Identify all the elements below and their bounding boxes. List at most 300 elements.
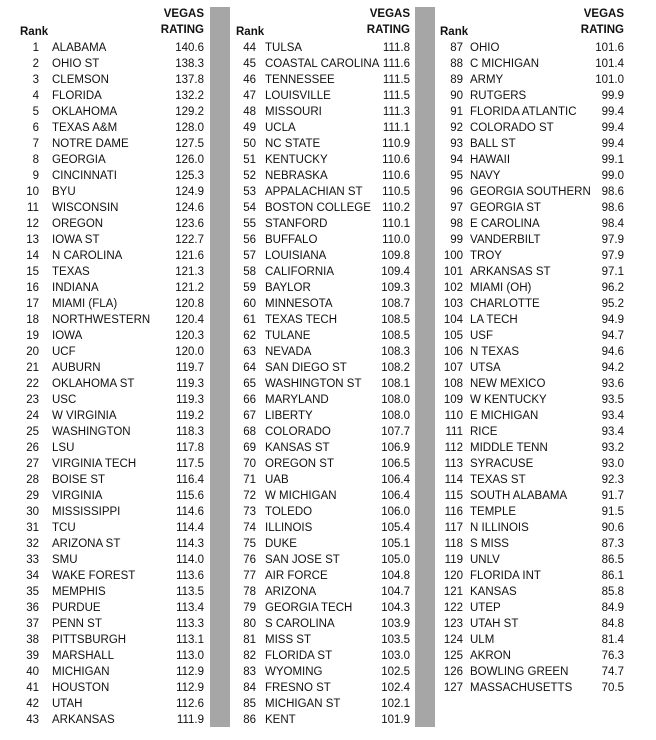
team-cell: KANSAS ST bbox=[265, 442, 330, 454]
rank-cell: 94 bbox=[450, 154, 463, 166]
rank-cell: 106 bbox=[443, 346, 463, 358]
rating-cell: 106.5 bbox=[381, 458, 410, 470]
team-cell: TULSA bbox=[265, 42, 303, 54]
team-cell: DUKE bbox=[265, 538, 297, 550]
rank-cell: 59 bbox=[243, 282, 256, 294]
team-cell: KENT bbox=[265, 714, 296, 726]
team-cell: WYOMING bbox=[265, 666, 323, 678]
rating-cell: 93.2 bbox=[601, 442, 624, 454]
team-cell: NEW MEXICO bbox=[470, 378, 546, 390]
table-row bbox=[236, 120, 410, 136]
team-cell: GEORGIA ST bbox=[470, 202, 541, 214]
table-row bbox=[440, 152, 624, 168]
team-cell: AKRON bbox=[470, 650, 511, 662]
rating-cell: 109.8 bbox=[381, 250, 410, 262]
rank-cell: 30 bbox=[26, 506, 39, 518]
table-row bbox=[20, 616, 204, 632]
rank-header: Rank bbox=[20, 26, 49, 38]
table-row bbox=[236, 392, 410, 408]
rank-cell: 27 bbox=[26, 458, 39, 470]
team-cell: BOISE ST bbox=[52, 474, 106, 486]
table-row bbox=[236, 568, 410, 584]
rank-cell: 52 bbox=[243, 170, 256, 182]
rating-cell: 101.6 bbox=[595, 42, 624, 54]
table-row bbox=[440, 520, 624, 536]
team-cell: MEMPHIS bbox=[52, 586, 106, 598]
rank-cell: 2 bbox=[32, 58, 39, 70]
rating-cell: 101.0 bbox=[595, 74, 624, 86]
rating-cell: 104.7 bbox=[381, 586, 410, 598]
column-header bbox=[440, 7, 624, 40]
team-cell: GEORGIA TECH bbox=[265, 602, 353, 614]
team-cell: FLORIDA INT bbox=[470, 570, 541, 582]
rank-cell: 4 bbox=[32, 90, 39, 102]
rank-cell: 46 bbox=[243, 74, 256, 86]
rating-cell: 132.2 bbox=[175, 90, 204, 102]
rank-cell: 58 bbox=[243, 266, 256, 278]
rank-cell: 57 bbox=[243, 250, 256, 262]
rating-cell: 93.6 bbox=[601, 378, 624, 390]
rating-cell: 101.4 bbox=[595, 58, 624, 70]
rating-cell: 105.0 bbox=[381, 554, 410, 566]
rank-cell: 65 bbox=[243, 378, 256, 390]
table-row bbox=[440, 344, 624, 360]
table-row bbox=[20, 280, 204, 296]
team-cell: KENTUCKY bbox=[265, 154, 328, 166]
team-cell: WISCONSIN bbox=[52, 202, 119, 214]
rating-cell: 93.4 bbox=[601, 426, 624, 438]
rating-cell: 97.1 bbox=[601, 266, 624, 278]
team-cell: VIRGINIA bbox=[52, 490, 103, 502]
rank-cell: 6 bbox=[32, 122, 39, 134]
rank-cell: 111 bbox=[445, 426, 463, 438]
rank-cell: 5 bbox=[32, 106, 39, 118]
rating-cell: 110.1 bbox=[382, 218, 410, 230]
table-row bbox=[236, 440, 410, 456]
table-row bbox=[20, 664, 204, 680]
team-cell: WASHINGTON ST bbox=[265, 378, 362, 390]
table-row bbox=[20, 552, 204, 568]
rank-cell: 36 bbox=[26, 602, 39, 614]
rating-cell: 112.9 bbox=[176, 682, 204, 694]
table-row bbox=[440, 88, 624, 104]
team-cell: AIR FORCE bbox=[265, 570, 328, 582]
rating-cell: 76.3 bbox=[601, 650, 624, 662]
team-cell: BUFFALO bbox=[265, 234, 318, 246]
rank-cell: 50 bbox=[243, 138, 256, 150]
rating-cell: 118.3 bbox=[176, 426, 204, 438]
table-row bbox=[440, 136, 624, 152]
rank-cell: 21 bbox=[26, 362, 39, 374]
team-cell: LOUISIANA bbox=[265, 250, 327, 262]
table-row bbox=[440, 328, 624, 344]
rating-cell: 101.9 bbox=[381, 714, 410, 726]
table-row bbox=[440, 568, 624, 584]
table-row bbox=[440, 168, 624, 184]
team-cell: UCF bbox=[52, 346, 76, 358]
rank-cell: 101 bbox=[443, 266, 463, 278]
table-row bbox=[440, 424, 624, 440]
rank-cell: 102 bbox=[443, 282, 463, 294]
rating-cell: 108.7 bbox=[381, 298, 410, 310]
rating-cell: 85.8 bbox=[601, 586, 624, 598]
rating-cell: 106.0 bbox=[381, 506, 410, 518]
table-row bbox=[440, 408, 624, 424]
column-header bbox=[236, 7, 410, 40]
team-cell: COASTAL CAROLINA bbox=[265, 58, 380, 70]
table-row bbox=[20, 504, 204, 520]
rank-cell: 1 bbox=[32, 42, 39, 54]
rank-cell: 84 bbox=[243, 682, 256, 694]
rating-cell: 99.0 bbox=[601, 170, 624, 182]
rankings-column-1 bbox=[20, 7, 204, 728]
team-cell: CALIFORNIA bbox=[265, 266, 335, 278]
table-row bbox=[440, 72, 624, 88]
team-cell: MICHIGAN bbox=[52, 666, 110, 678]
rating-cell: 106.4 bbox=[381, 490, 410, 502]
rating-cell: 112.9 bbox=[176, 666, 204, 678]
rank-cell: 121 bbox=[443, 586, 463, 598]
rank-cell: 88 bbox=[450, 58, 463, 70]
rank-cell: 91 bbox=[450, 106, 463, 118]
rating-cell: 123.6 bbox=[175, 218, 204, 230]
team-cell: MIAMI (FLA) bbox=[52, 298, 118, 310]
team-cell: NC STATE bbox=[265, 138, 321, 150]
rank-cell: 7 bbox=[32, 138, 39, 150]
rating-cell: 111.6 bbox=[382, 58, 410, 70]
rank-cell: 28 bbox=[26, 474, 39, 486]
rank-cell: 63 bbox=[243, 346, 256, 358]
table-row bbox=[20, 712, 204, 728]
rating-cell: 95.2 bbox=[601, 298, 624, 310]
rank-cell: 85 bbox=[243, 698, 256, 710]
table-row bbox=[236, 680, 410, 696]
team-cell: SMU bbox=[52, 554, 78, 566]
team-cell: USF bbox=[470, 330, 493, 342]
table-body bbox=[20, 40, 204, 728]
table-row bbox=[236, 328, 410, 344]
rating-cell: 103.9 bbox=[381, 618, 410, 630]
team-cell: OKLAHOMA bbox=[52, 106, 118, 118]
rank-cell: 38 bbox=[26, 634, 39, 646]
table-row bbox=[236, 104, 410, 120]
rank-cell: 37 bbox=[26, 618, 39, 630]
team-cell: NORTHWESTERN bbox=[52, 314, 151, 326]
table-row bbox=[20, 88, 204, 104]
table-row bbox=[236, 280, 410, 296]
table-row bbox=[236, 216, 410, 232]
table-row bbox=[236, 504, 410, 520]
rating-cell: 137.8 bbox=[175, 74, 204, 86]
table-row bbox=[20, 584, 204, 600]
team-cell: CINCINNATI bbox=[52, 170, 117, 182]
team-cell: S MISS bbox=[470, 538, 509, 550]
team-cell: ARIZONA bbox=[265, 586, 317, 598]
rating-cell: 121.6 bbox=[175, 250, 204, 262]
table-row bbox=[440, 232, 624, 248]
team-cell: FLORIDA ST bbox=[265, 650, 333, 662]
table-body bbox=[440, 40, 624, 696]
rank-cell: 10 bbox=[26, 186, 39, 198]
rating-cell: 98.4 bbox=[601, 218, 624, 230]
table-row bbox=[440, 456, 624, 472]
table-row bbox=[440, 552, 624, 568]
rating-cell: 120.3 bbox=[175, 330, 204, 342]
rank-cell: 41 bbox=[26, 682, 39, 694]
table-row bbox=[440, 248, 624, 264]
rating-cell: 122.7 bbox=[175, 234, 204, 246]
table-row bbox=[440, 184, 624, 200]
rank-cell: 23 bbox=[26, 394, 39, 406]
team-cell: MIDDLE TENN bbox=[470, 442, 548, 454]
rating-cell: 120.4 bbox=[175, 314, 204, 326]
table-row bbox=[236, 520, 410, 536]
table-row bbox=[236, 136, 410, 152]
team-cell: RICE bbox=[470, 426, 498, 438]
rating-cell: 121.3 bbox=[175, 266, 204, 278]
rating-cell: 111.8 bbox=[382, 42, 410, 54]
team-cell: SOUTH ALABAMA bbox=[470, 490, 568, 502]
rank-cell: 89 bbox=[450, 74, 463, 86]
rank-cell: 112 bbox=[444, 442, 463, 454]
team-cell: ARMY bbox=[470, 74, 504, 86]
team-cell: UTEP bbox=[470, 602, 501, 614]
table-row bbox=[20, 344, 204, 360]
rank-cell: 98 bbox=[450, 218, 463, 230]
team-cell: MARYLAND bbox=[265, 394, 329, 406]
table-row bbox=[236, 184, 410, 200]
rating-cell: 86.5 bbox=[601, 554, 624, 566]
table-row bbox=[440, 312, 624, 328]
rating-cell: 97.9 bbox=[601, 250, 624, 262]
rank-header: Rank bbox=[440, 26, 469, 38]
table-row bbox=[236, 168, 410, 184]
rating-cell: 120.8 bbox=[175, 298, 204, 310]
rating-cell: 109.3 bbox=[381, 282, 410, 294]
table-row bbox=[440, 504, 624, 520]
rank-cell: 81 bbox=[243, 634, 256, 646]
rating-cell: 102.5 bbox=[381, 666, 410, 678]
team-cell: AUBURN bbox=[52, 362, 101, 374]
rank-cell: 117 bbox=[444, 522, 463, 534]
rating-cell: 106.4 bbox=[381, 474, 410, 486]
rank-cell: 22 bbox=[26, 378, 39, 390]
rating-cell: 114.6 bbox=[176, 506, 204, 518]
team-cell: VANDERBILT bbox=[470, 234, 541, 246]
team-cell: ALABAMA bbox=[52, 42, 107, 54]
rank-cell: 25 bbox=[26, 426, 39, 438]
table-row bbox=[440, 200, 624, 216]
rating-cell: 112.6 bbox=[176, 698, 204, 710]
rank-cell: 115 bbox=[444, 490, 463, 502]
rating-cell: 99.4 bbox=[601, 106, 624, 118]
rank-cell: 9 bbox=[32, 170, 39, 182]
rank-cell: 55 bbox=[243, 218, 256, 230]
rank-cell: 13 bbox=[26, 234, 39, 246]
table-row bbox=[440, 472, 624, 488]
table-row bbox=[20, 392, 204, 408]
rank-cell: 79 bbox=[243, 602, 256, 614]
rank-cell: 33 bbox=[26, 554, 39, 566]
rating-cell: 114.4 bbox=[176, 522, 204, 534]
team-cell: KANSAS bbox=[470, 586, 517, 598]
rating-cell: 105.4 bbox=[381, 522, 410, 534]
team-cell: LIBERTY bbox=[265, 410, 313, 422]
table-row bbox=[440, 56, 624, 72]
rating-cell: 93.0 bbox=[601, 458, 624, 470]
team-cell: S CAROLINA bbox=[265, 618, 335, 630]
team-cell: PENN ST bbox=[52, 618, 102, 630]
table-row bbox=[440, 296, 624, 312]
team-cell: PITTSBURGH bbox=[52, 634, 127, 646]
rating-cell: 138.3 bbox=[175, 58, 204, 70]
team-cell: NEVADA bbox=[265, 346, 312, 358]
table-row bbox=[20, 248, 204, 264]
rank-cell: 54 bbox=[243, 202, 256, 214]
team-cell: OHIO bbox=[470, 42, 500, 54]
rank-cell: 61 bbox=[243, 314, 256, 326]
rank-cell: 74 bbox=[243, 522, 256, 534]
table-row bbox=[236, 200, 410, 216]
team-cell: TEMPLE bbox=[470, 506, 517, 518]
table-row bbox=[440, 104, 624, 120]
table-row bbox=[236, 360, 410, 376]
rank-cell: 92 bbox=[450, 122, 463, 134]
rank-cell: 82 bbox=[243, 650, 256, 662]
rating-cell: 108.3 bbox=[381, 346, 410, 358]
rating-cell: 113.1 bbox=[176, 634, 204, 646]
rank-cell: 113 bbox=[444, 458, 463, 470]
team-cell: TCU bbox=[52, 522, 76, 534]
rating-cell: 113.3 bbox=[176, 618, 204, 630]
team-cell: TENNESSEE bbox=[265, 74, 335, 86]
rating-cell: 99.1 bbox=[601, 154, 624, 166]
rating-cell: 94.7 bbox=[601, 330, 624, 342]
rating-cell: 103.0 bbox=[381, 650, 410, 662]
rank-cell: 53 bbox=[243, 186, 256, 198]
team-cell: W VIRGINIA bbox=[52, 410, 117, 422]
team-cell: W KENTUCKY bbox=[470, 394, 547, 406]
rating-cell: 84.9 bbox=[601, 602, 624, 614]
rank-cell: 60 bbox=[243, 298, 256, 310]
team-cell: LOUISVILLE bbox=[265, 90, 331, 102]
rating-cell: 81.4 bbox=[601, 634, 624, 646]
table-row bbox=[236, 296, 410, 312]
rank-cell: 66 bbox=[243, 394, 256, 406]
team-cell: UTAH ST bbox=[470, 618, 519, 630]
team-cell: C MICHIGAN bbox=[470, 58, 539, 70]
table-row bbox=[236, 648, 410, 664]
table-row bbox=[236, 536, 410, 552]
team-cell: MIAMI (OH) bbox=[470, 282, 532, 294]
rating-cell: 114.3 bbox=[176, 538, 204, 550]
team-cell: SAN JOSE ST bbox=[265, 554, 340, 566]
rank-cell: 114 bbox=[444, 474, 463, 486]
team-cell: FRESNO ST bbox=[265, 682, 331, 694]
rank-cell: 34 bbox=[26, 570, 39, 582]
team-cell: GEORGIA bbox=[52, 154, 106, 166]
rating-cell: 91.7 bbox=[601, 490, 624, 502]
rating-cell: 107.7 bbox=[381, 426, 410, 438]
table-row bbox=[236, 584, 410, 600]
table-row bbox=[236, 248, 410, 264]
rankings-column-3 bbox=[440, 7, 624, 696]
table-row bbox=[20, 136, 204, 152]
team-cell: BAYLOR bbox=[265, 282, 311, 294]
rating-cell: 105.1 bbox=[381, 538, 410, 550]
table-row bbox=[20, 296, 204, 312]
rating-cell: 106.9 bbox=[381, 442, 410, 454]
rating-cell: 115.6 bbox=[176, 490, 204, 502]
rank-cell: 95 bbox=[450, 170, 463, 182]
team-cell: UAB bbox=[265, 474, 289, 486]
team-cell: UNLV bbox=[470, 554, 500, 566]
rank-cell: 103 bbox=[443, 298, 463, 310]
rank-cell: 14 bbox=[26, 250, 39, 262]
team-cell: COLORADO ST bbox=[470, 122, 554, 134]
rating-cell: 129.2 bbox=[175, 106, 204, 118]
team-cell: NAVY bbox=[470, 170, 501, 182]
rank-cell: 67 bbox=[243, 410, 256, 422]
rank-cell: 80 bbox=[243, 618, 256, 630]
rank-cell: 47 bbox=[243, 90, 256, 102]
rank-cell: 124 bbox=[443, 634, 463, 646]
team-cell: GEORGIA SOUTHERN bbox=[470, 186, 591, 198]
team-cell: LA TECH bbox=[470, 314, 518, 326]
rating-cell: 127.5 bbox=[175, 138, 204, 150]
rank-cell: 119 bbox=[444, 554, 463, 566]
table-row bbox=[440, 664, 624, 680]
table-row bbox=[440, 632, 624, 648]
table-row bbox=[20, 200, 204, 216]
team-cell: TOLEDO bbox=[265, 506, 313, 518]
rating-cell: 128.0 bbox=[175, 122, 204, 134]
rank-cell: 90 bbox=[450, 90, 463, 102]
team-cell: FLORIDA ATLANTIC bbox=[470, 106, 577, 118]
rating-cell: 94.9 bbox=[601, 314, 624, 326]
team-cell: TEXAS bbox=[52, 266, 90, 278]
rating-cell: 117.8 bbox=[176, 442, 204, 454]
rating-cell: 111.1 bbox=[382, 122, 410, 134]
rating-cell: 86.1 bbox=[601, 570, 624, 582]
rating-cell: 109.4 bbox=[381, 266, 410, 278]
team-cell: SAN DIEGO ST bbox=[265, 362, 347, 374]
team-cell: HOUSTON bbox=[52, 682, 110, 694]
table-row bbox=[236, 232, 410, 248]
table-row bbox=[236, 56, 410, 72]
team-cell: OHIO ST bbox=[52, 58, 100, 70]
table-row bbox=[20, 648, 204, 664]
rank-cell: 78 bbox=[243, 586, 256, 598]
rating-cell: 99.4 bbox=[601, 122, 624, 134]
team-cell: OKLAHOMA ST bbox=[52, 378, 135, 390]
table-body bbox=[236, 40, 410, 728]
rating-cell: 113.4 bbox=[176, 602, 204, 614]
team-cell: CHARLOTTE bbox=[470, 298, 540, 310]
table-row bbox=[440, 648, 624, 664]
rank-cell: 42 bbox=[26, 698, 39, 710]
rank-cell: 51 bbox=[243, 154, 256, 166]
rating-cell: 108.0 bbox=[381, 394, 410, 406]
table-row bbox=[440, 616, 624, 632]
table-row bbox=[440, 680, 624, 696]
team-cell: VIRGINIA TECH bbox=[52, 458, 137, 470]
table-row bbox=[440, 536, 624, 552]
table-row bbox=[20, 696, 204, 712]
rank-cell: 56 bbox=[243, 234, 256, 246]
table-row bbox=[440, 440, 624, 456]
rank-cell: 16 bbox=[26, 282, 39, 294]
